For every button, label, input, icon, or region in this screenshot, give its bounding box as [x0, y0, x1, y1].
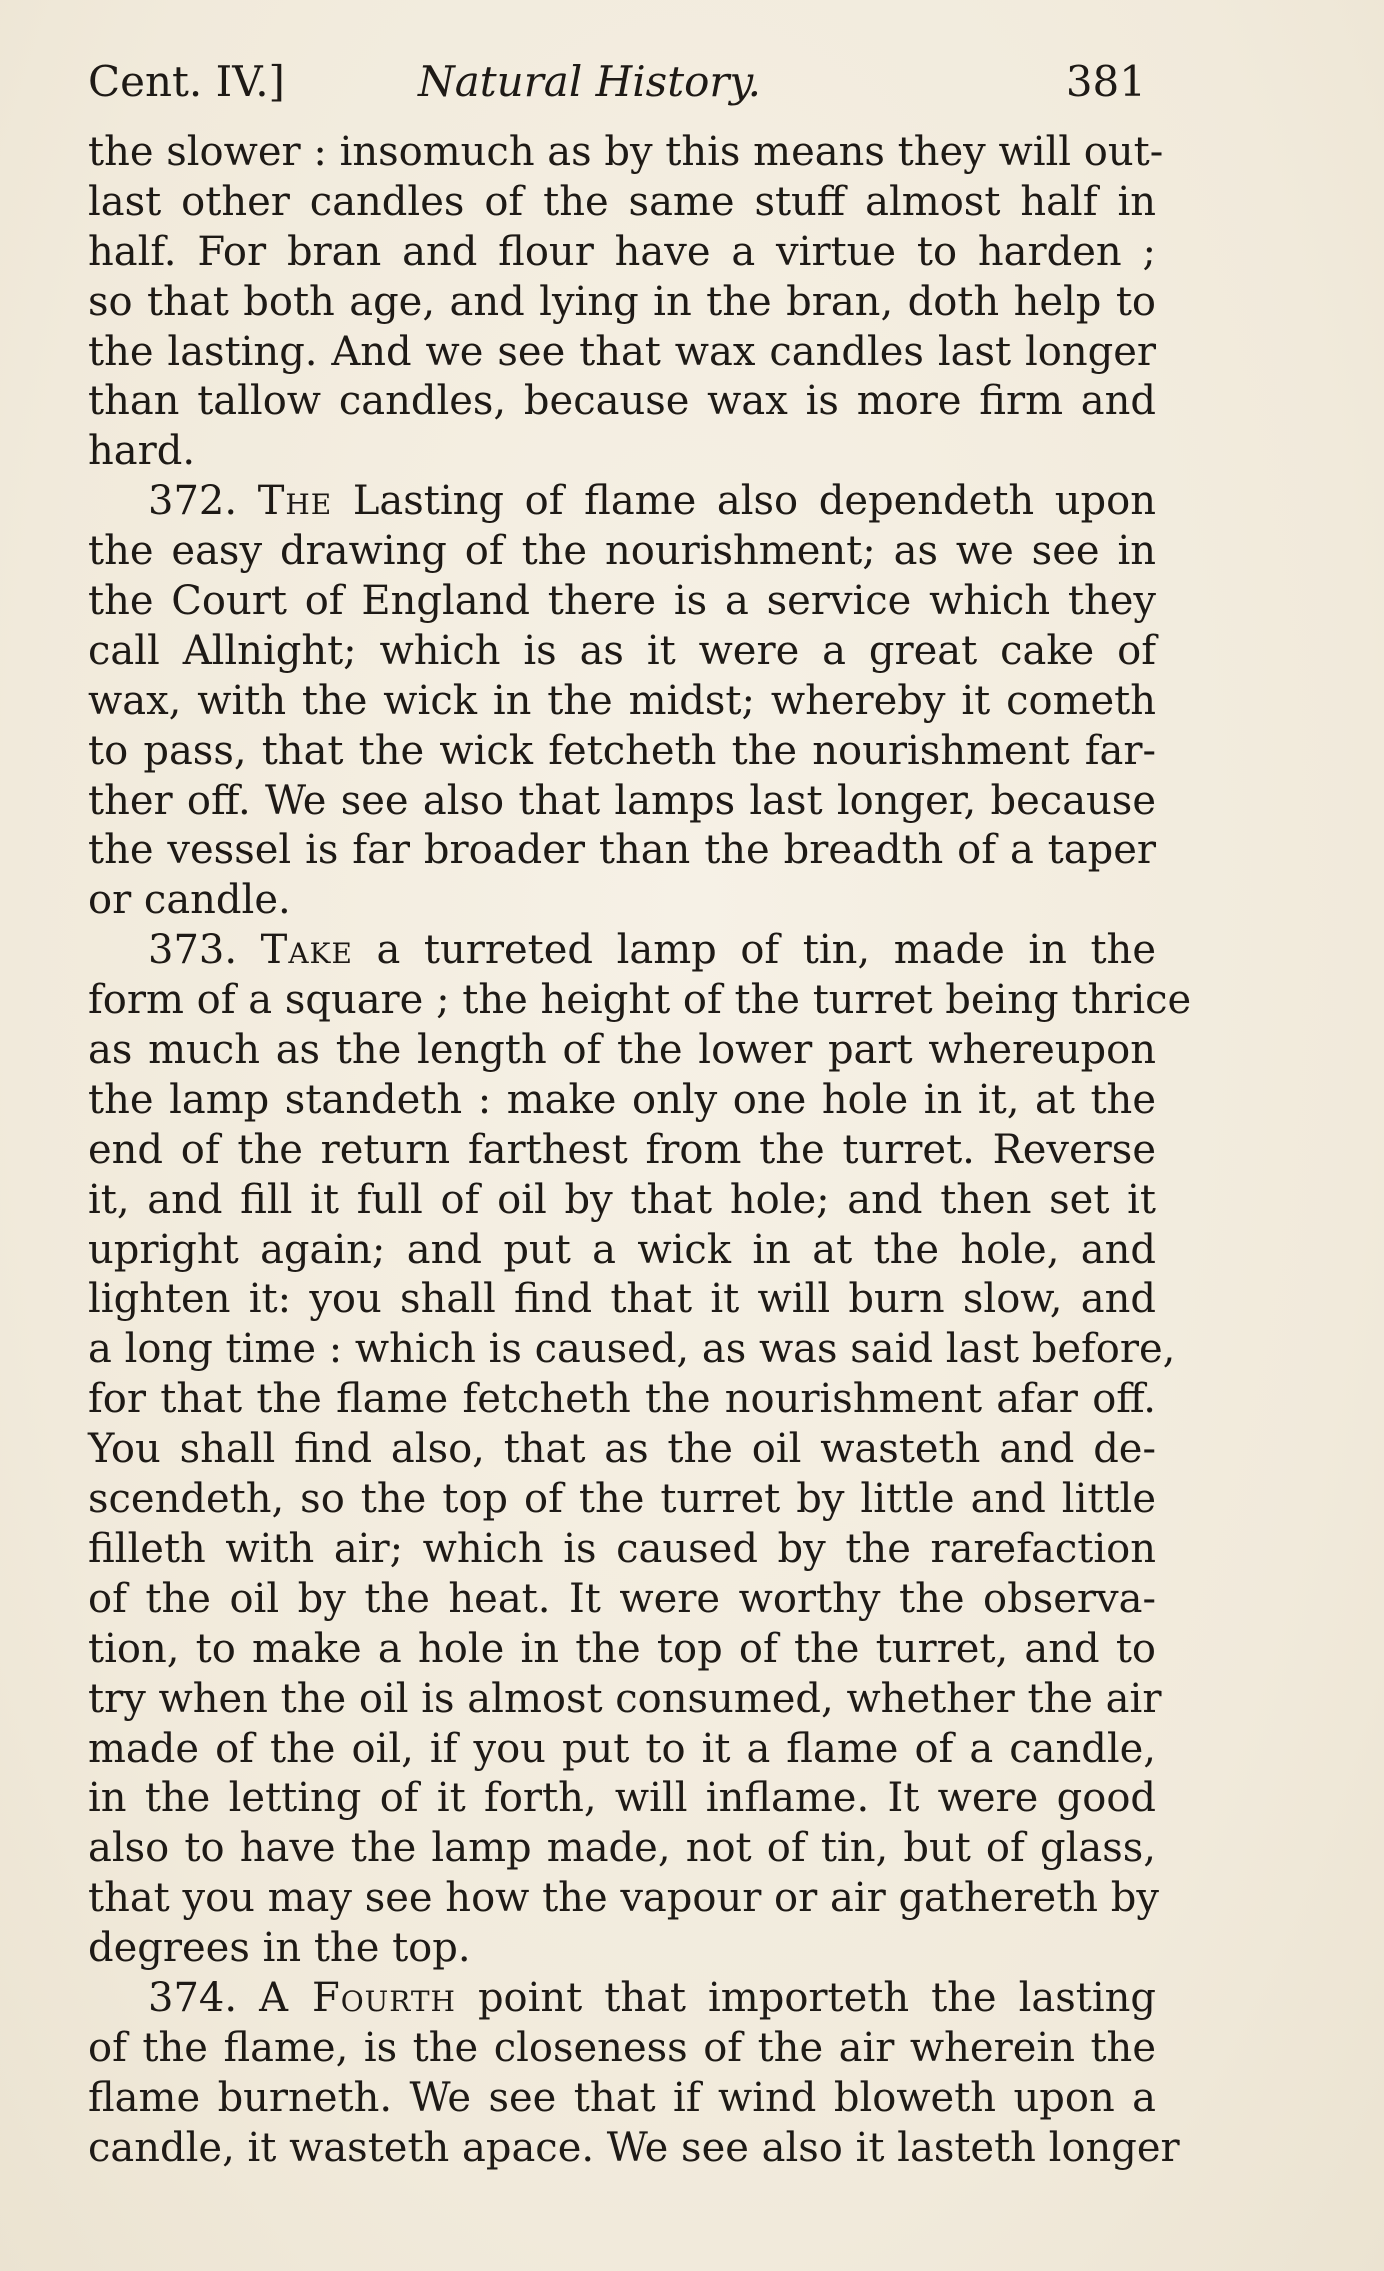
small-caps-lead: The [257, 478, 333, 525]
text-line: also to have the lamp made, not of tin, but of glass, [88, 1825, 1156, 1872]
text-line: made of the oil, if you put to it a flame of a candle, [88, 1725, 1156, 1772]
paragraph-373-first-line [88, 926, 1156, 976]
text-line: last other candles of the same stuff almost half in [88, 178, 1156, 225]
text-line: call Allnight; which is as it were a great cake of [88, 627, 1156, 674]
text-line: that you may see how the vapour or air gathereth by [88, 1875, 1159, 1922]
text-line: for that the flame fetcheth the nourishment afar off. [88, 1376, 1156, 1423]
text-line: in the letting of it forth, will inflame. It were good [88, 1775, 1156, 1822]
text-line: lighten it: you shall find that it will burn slow, and [88, 1276, 1156, 1323]
text-line: to pass, that the wick fetcheth the nourishment far- [88, 727, 1156, 774]
text-line: so that both age, and lying in the bran, doth help to [88, 278, 1156, 325]
text-run: point that importeth the lasting [477, 1974, 1157, 2021]
text-line: try when the oil is almost consumed, whether the air [88, 1675, 1162, 1722]
text-line: the lasting. And we see that wax candles last longer [88, 328, 1156, 375]
small-caps-lead: A Fourth [259, 1974, 456, 2021]
book-title: Natural History. [418, 57, 761, 106]
text-line: You shall find also, that as the oil wasteth and de- [88, 1426, 1156, 1473]
paragraph-372-first-line [88, 477, 1156, 527]
text-line: upright again; and put a wick in at the hole, and [88, 1226, 1156, 1273]
small-caps-lead: Take [260, 927, 353, 974]
text-line: it, and fill it full of oil by that hole; and then set it [88, 1176, 1156, 1223]
text-line: wax, with the wick in the midst; whereby it cometh [88, 677, 1156, 724]
text-line: candle, it wasteth apace. We see also it lasteth longer [88, 2124, 1180, 2171]
text-line: hard. [88, 428, 196, 475]
text-run: a turreted lamp of tin, made in the [376, 927, 1156, 974]
paragraph-374-first-line [88, 1974, 1156, 2024]
text-line: as much as the length of the lower part whereupon [88, 1027, 1156, 1074]
text-line: the easy drawing of the nourishment; as we see in [88, 528, 1156, 575]
text-line: form of a square ; the height of the turret being thrice [88, 977, 1192, 1024]
text-line: a long time : which is caused, as was said last before, [88, 1326, 1176, 1373]
text-line: than tallow candles, because wax is more firm and [88, 378, 1156, 425]
text-line: degrees in the top. [88, 1925, 471, 1972]
page-body [88, 128, 1192, 2174]
paragraph-number: 372. [148, 478, 238, 525]
text-line: ther off. We see also that lamps last longer, because [88, 777, 1156, 824]
text-line: scendeth, so the top of the turret by little and little [88, 1476, 1156, 1523]
text-line: half. For bran and flour have a virtue to harden ; [88, 228, 1156, 275]
paragraph-number: 374. [148, 1974, 238, 2021]
text-line: filleth with air; which is caused by the rarefaction [88, 1525, 1156, 1572]
text-line: the Court of England there is a service which they [88, 578, 1156, 625]
text-line: end of the return farthest from the turret. Reverse [88, 1126, 1156, 1173]
text-line: flame burneth. We see that if wind bloweth upon a [88, 2074, 1156, 2121]
text-run: Lasting of flame also dependeth upon [352, 478, 1157, 525]
text-line: the lamp standeth : make only one hole in it, at the [88, 1076, 1156, 1123]
text-line: of the flame, is the closeness of the air wherein the [88, 2024, 1156, 2071]
text-line: the slower : insomuch as by this means they will out- [88, 129, 1164, 175]
text-line: the vessel is far broader than the breadth of a taper [88, 827, 1156, 874]
paragraph-number: 373. [148, 927, 238, 974]
page-number: 381 [1065, 57, 1146, 106]
text-line: or candle. [88, 877, 291, 924]
text-line: tion, to make a hole in the top of the turret, and to [88, 1625, 1156, 1672]
century-label: Cent. IV.] [88, 57, 285, 106]
text-line: of the oil by the heat. It were worthy the observa- [88, 1575, 1156, 1622]
running-header [88, 52, 1146, 112]
